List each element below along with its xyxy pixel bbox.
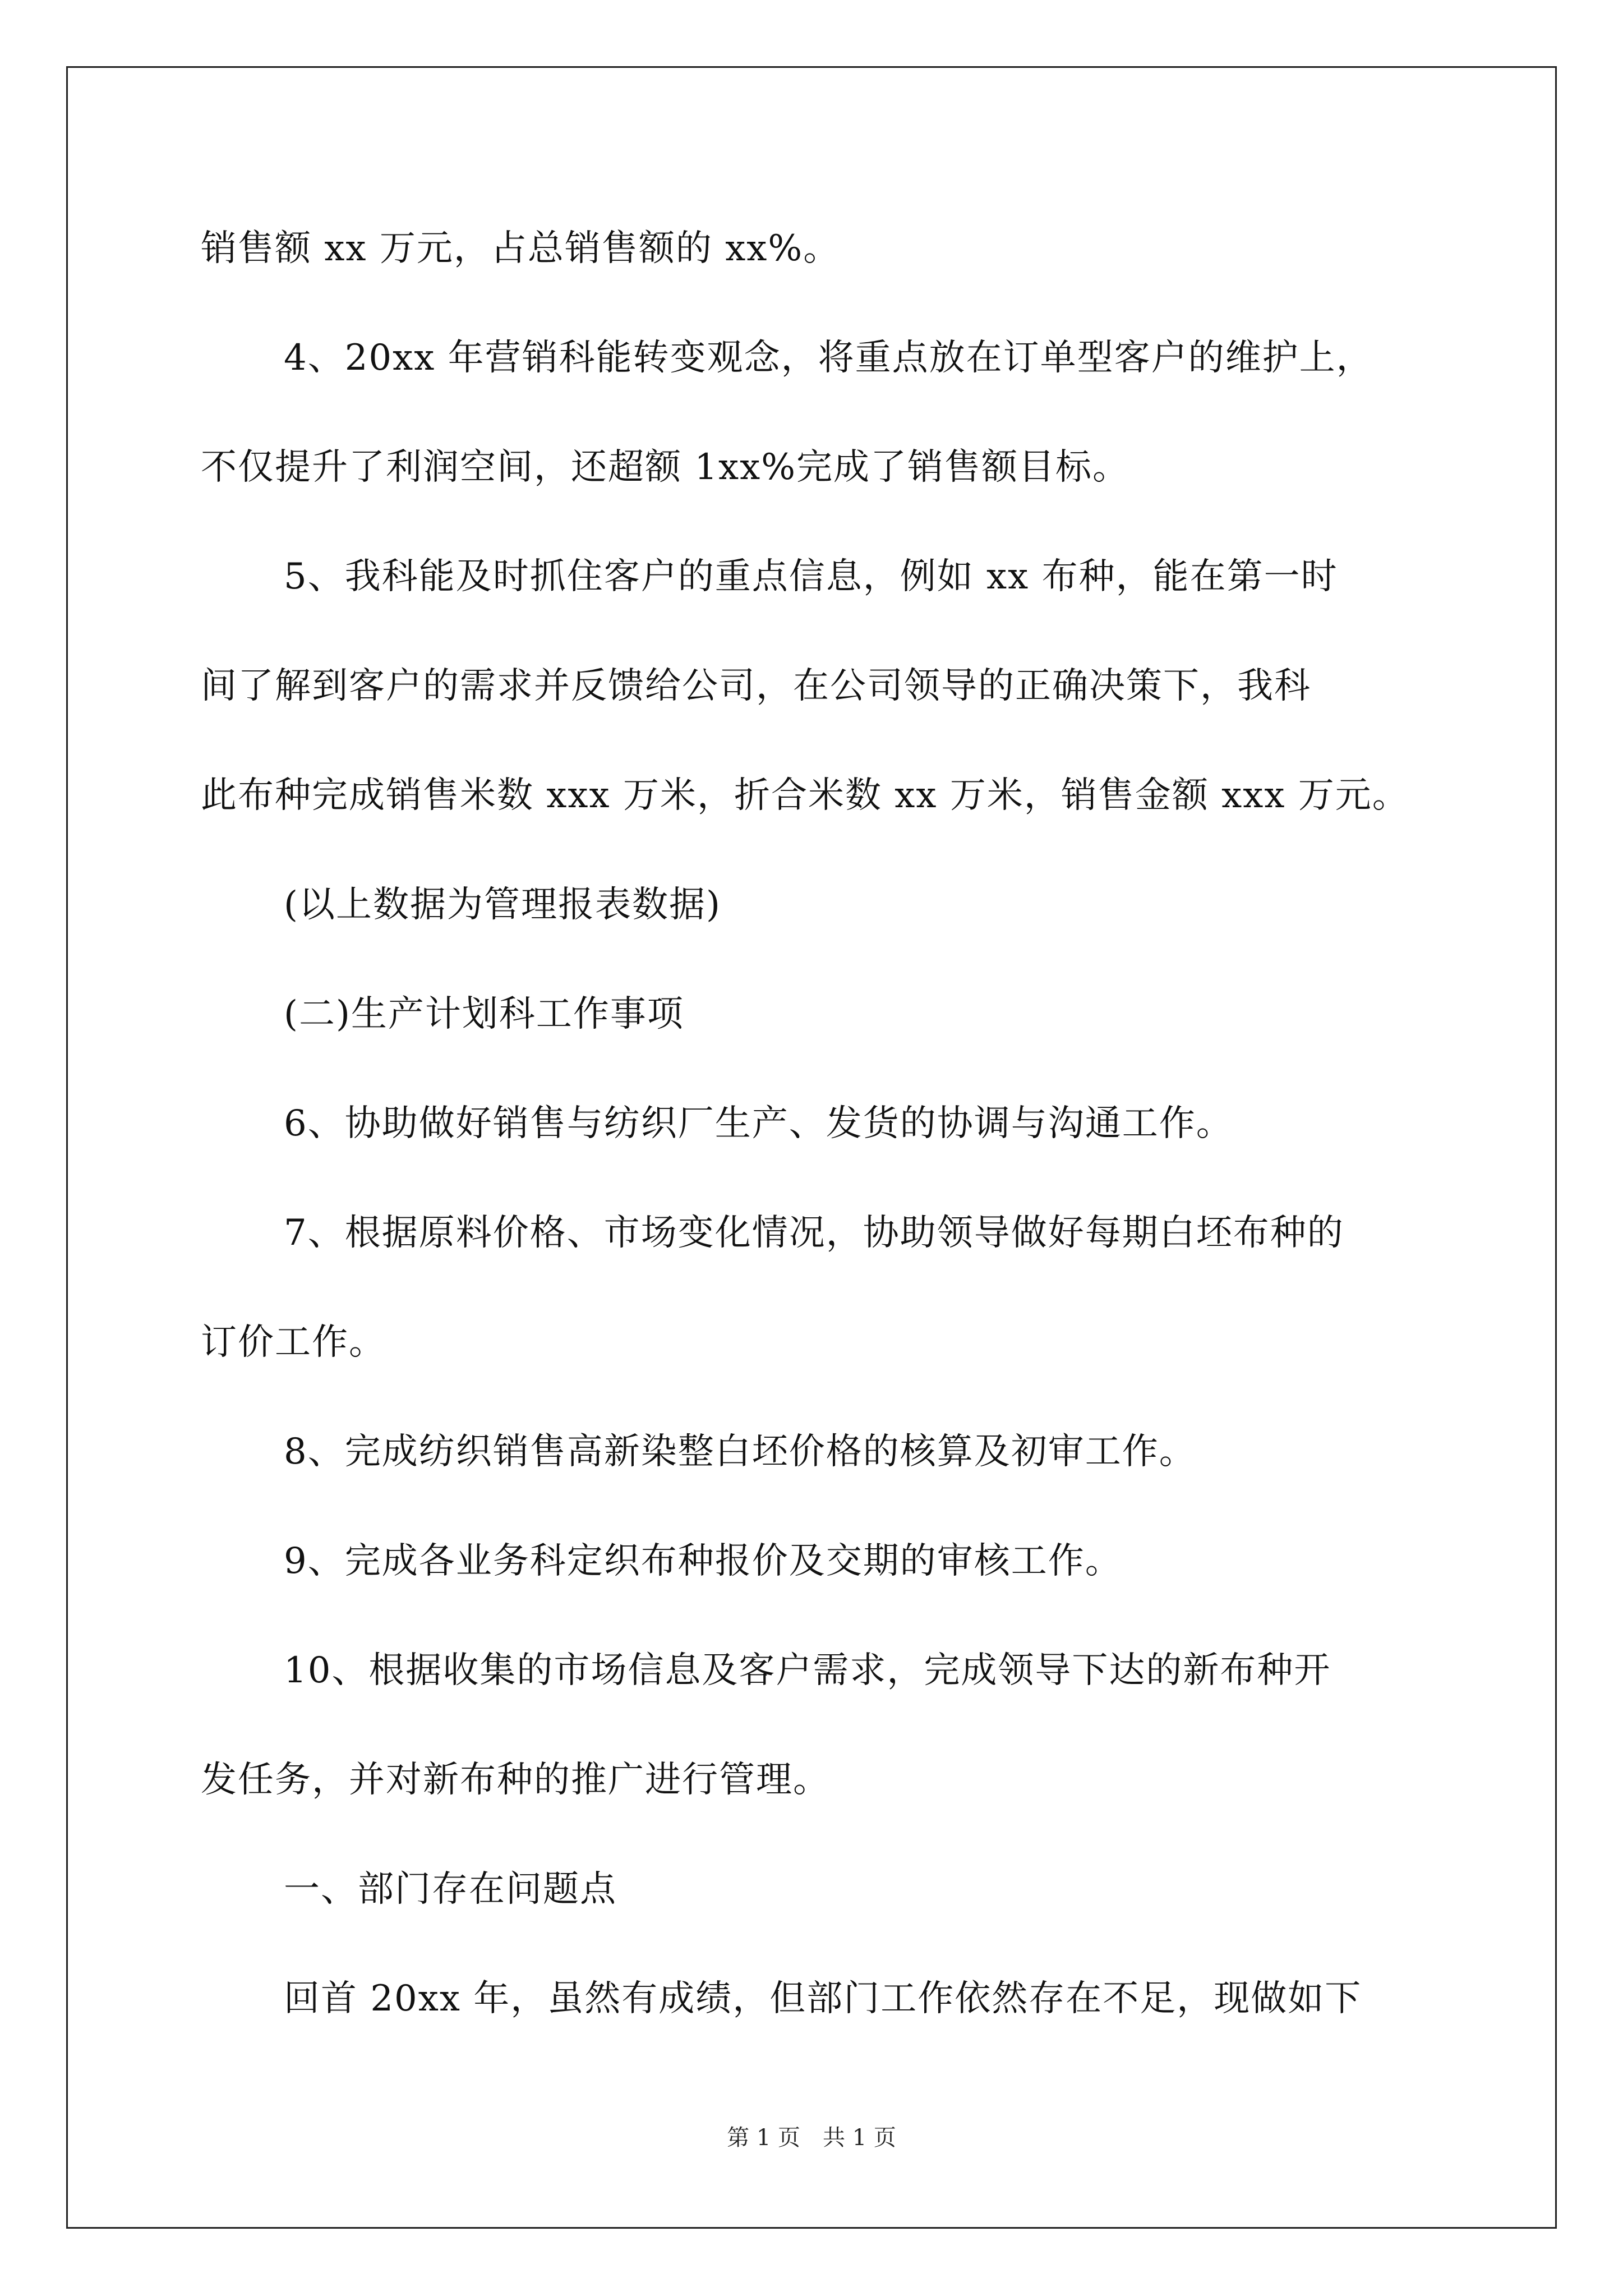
section-heading: (二)生产计划科工作事项: [284, 993, 684, 1035]
paragraph-line: 订价工作。: [201, 1322, 386, 1363]
paragraph-line: 7、根据原料价格、市场变化情况，协助领导做好每期白坯布种的: [284, 1212, 1344, 1254]
paragraph-line: 4、20xx 年营销科能转变观念，将重点放在订单型客户的维护上，: [284, 337, 1373, 379]
paragraph-line: 此布种完成销售米数 xxx 万米，折合米数 xx 万米，销售金额 xxx 万元。: [201, 775, 1409, 816]
section-heading: 一、部门存在问题点: [284, 1869, 617, 1910]
paragraph-line: 发任务，并对新布种的推广进行管理。: [201, 1759, 830, 1801]
paragraph-line: 10、根据收集的市场信息及客户需求，完成领导下达的新布种开: [284, 1650, 1331, 1691]
paragraph-line: 5、我科能及时抓住客户的重点信息，例如 xx 布种，能在第一时: [284, 556, 1338, 597]
page-number-footer: 第 1 页 共 1 页: [727, 2125, 896, 2151]
paragraph-line: 销售额 xx 万元，占总销售额的 xx%。: [201, 228, 841, 269]
paragraph-line: 6、协助做好销售与纺织厂生产、发货的协调与沟通工作。: [284, 1103, 1233, 1144]
paragraph-line: 不仅提升了利润空间，还超额 1xx%完成了销售额目标。: [201, 447, 1130, 488]
paragraph-line: (以上数据为管理报表数据): [284, 884, 721, 926]
paragraph-line: 8、完成纺织销售高新染整白坯价格的核算及初审工作。: [284, 1431, 1196, 1473]
paragraph-line: 回首 20xx 年，虽然有成绩，但部门工作依然存在不足，现做如下: [284, 1978, 1362, 2019]
paragraph-line: 9、完成各业务科定织布种报价及交期的审核工作。: [284, 1540, 1122, 1582]
paragraph-line: 间了解到客户的需求并反馈给公司，在公司领导的正确决策下，我科: [201, 665, 1311, 707]
